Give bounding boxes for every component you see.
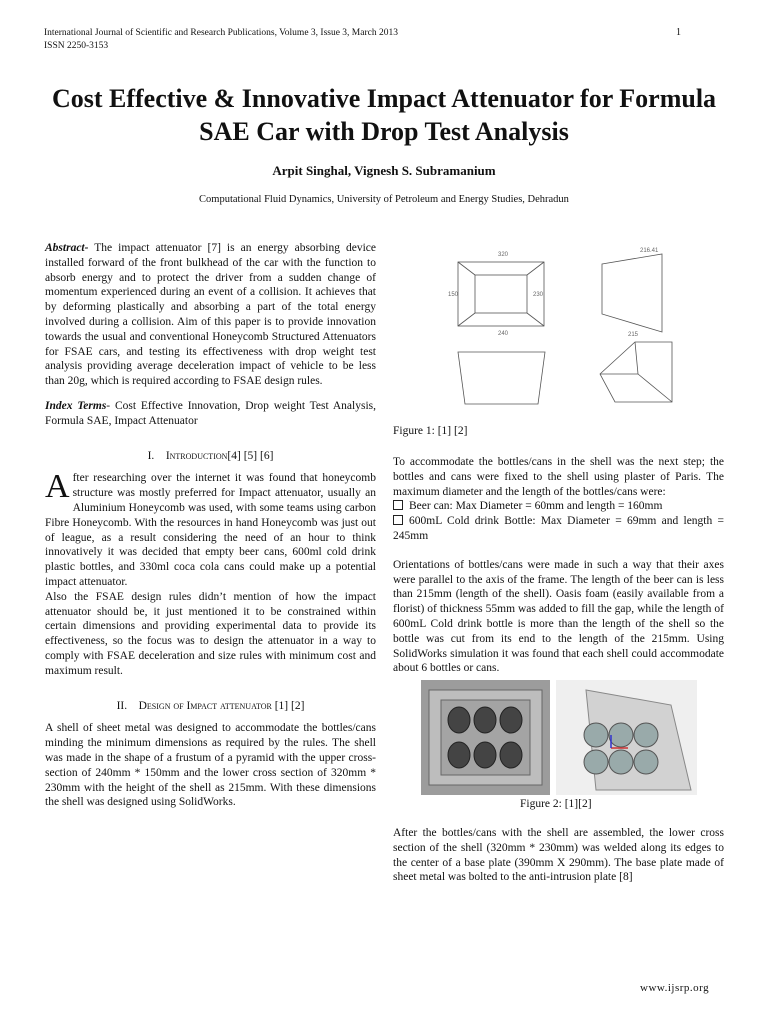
abstract <box>45 241 376 389</box>
bullet-bottle: 600mL Cold drink Bottle: Max Diameter = 69mm and length = 245mm <box>393 515 724 542</box>
index-terms <box>45 399 376 429</box>
right-paragraph-2: Orientations of bottles/cans were made in such a way that their axes were parallel to the axis of the frame. The length of the beer can is less than 215mm (length of the shell). Oasis foam (easily available from a florist) of thickness 55mm was added to fill the gap, while the length of 600mL Cold drink bottle is more than the length of the shell so the bottle was cut from its end to the length of the 215mm. Using SolidWorks simulation it was found that each shell could accommodate about 6 bottles or cans. <box>393 558 724 675</box>
page-number: 1 <box>676 27 681 38</box>
index-terms-label: Index Terms <box>45 399 107 412</box>
front-view-inner <box>475 275 527 313</box>
journal-name: International Journal of Scientific and Research Publications, Volume 3, Issue 3, March 2013 <box>44 28 398 38</box>
issn: ISSN 2250-3153 <box>44 41 109 51</box>
right-column-bottom <box>393 826 724 885</box>
affiliation: Computational Fluid Dynamics, University of Petroleum and Energy Studies, Dehradun <box>199 194 569 205</box>
dim-label: 240 <box>498 331 509 337</box>
figure-2-caption: Figure 2: [1][2] <box>520 798 592 810</box>
dim-label: 150 <box>448 292 459 298</box>
right-paragraph-3: After the bottles/cans with the shell are assembled, the lower cross section of the shell (320mm * 230mm) was welded along its edges to the center of a base plate (390mm X 290mm). The base plate made of sheet metal was bolted to the anti-intrusion plate [8] <box>393 827 724 884</box>
abstract-text: The impact attenuator [7] is an energy absorbing device installed forward of the front bulkhead of the car with the function to absorb energy and to protect the driver from a sudden change of momentum experienced during an event of a collision. It achieves that by deforming plastically and absorbing a part of the total energy involved during a collision. Aim of this paper is to provide innovation towards the usual and conventional Honeycomb Structured Attenuators for FSAE cars, and testing its effectiveness with drop weight test analysis providing average deceleration impact of vehicle to be less than 20g, which is required according to FSAE design rules. <box>45 242 376 388</box>
section-heading-design: II. Design of Impact attenuator [1] [2] <box>116 699 305 712</box>
running-header <box>44 27 398 53</box>
drop-cap: A <box>45 468 70 506</box>
abstract-label: Abstract- <box>45 242 89 254</box>
dim-label: 215 <box>628 332 639 338</box>
design-paragraph-1: A shell of sheet metal was designed to accommodate the bottles/cans minding the minimum dimensions as required by the rules. The shell was made in the shape of a frustum of a pyramid with the upper cross-section of 240mm * 150mm and the lower cross section of 320mm * 230mm with the height of the shell as 215mm. With these dimensions the shell was designed using SolidWorks. <box>45 722 376 809</box>
intro-paragraph-1: After researching over the internet it was found that honeycomb structure was mostly preferred for Impact attenuator, usually an Aluminium Honeycomb was used, with some teams using carbon Fibre Honeycomb. With the resources in hand Honeycomb was just out of league, as a result considering the need of an hour to think innovatively it was decided that empty beer cans, 600ml cold drink plastic bottles, and 330ml coca cola cans could make up a potential impact attenuator. <box>45 468 376 588</box>
paper-title: Cost Effective & Innovative Impact Attenuator for Formula SAE Car with Drop Test Analysis <box>51 84 717 146</box>
bullet-box-icon <box>393 500 403 510</box>
right-paragraph-1: To accommodate the bottles/cans in the shell was the next step; the bottles and cans were fixed to the shell using plaster of Paris. The maximum diameter and the length of the bottles/cans were: <box>393 456 724 498</box>
dim-label: 230 <box>533 292 544 298</box>
side-view-outline <box>602 254 662 332</box>
right-column <box>393 455 724 676</box>
dim-label: 320 <box>498 252 509 258</box>
section-heading-introduction: I. Introduction[4] [5] [6] <box>147 449 274 462</box>
bullet-box-icon <box>393 515 403 525</box>
figure-2-photo-front <box>421 680 550 795</box>
footer-url: www.ijsrp.org <box>640 982 710 994</box>
dim-label: 216.41 <box>640 248 659 254</box>
left-column <box>45 241 376 810</box>
index-terms-text: - Cost Effective Innovation, Drop weight Test Analysis, Formula SAE, Impact Attenuator <box>45 399 376 427</box>
figure-1-caption: Figure 1: [1] [2] <box>393 425 468 437</box>
figure-2-photo-iso <box>556 680 697 795</box>
intro-paragraph-2: Also the FSAE design rules didn’t mention of how the impact attenuator should be, it just mentioned it to be constrained within certain dimensions and providing experimental data to provide its effectiveness, so the focus was to design the attenuator in a way to comply with FSAE deceleration and size rules with minimum cost and maximum result. <box>45 590 376 677</box>
authors: Arpit Singhal, Vignesh S. Subramanium <box>272 163 496 178</box>
bullet-beer-can: Beer can: Max Diameter = 60mm and length = 160mm <box>393 499 724 514</box>
figure-1-drawing <box>440 244 680 409</box>
iso-view-left <box>458 352 545 404</box>
